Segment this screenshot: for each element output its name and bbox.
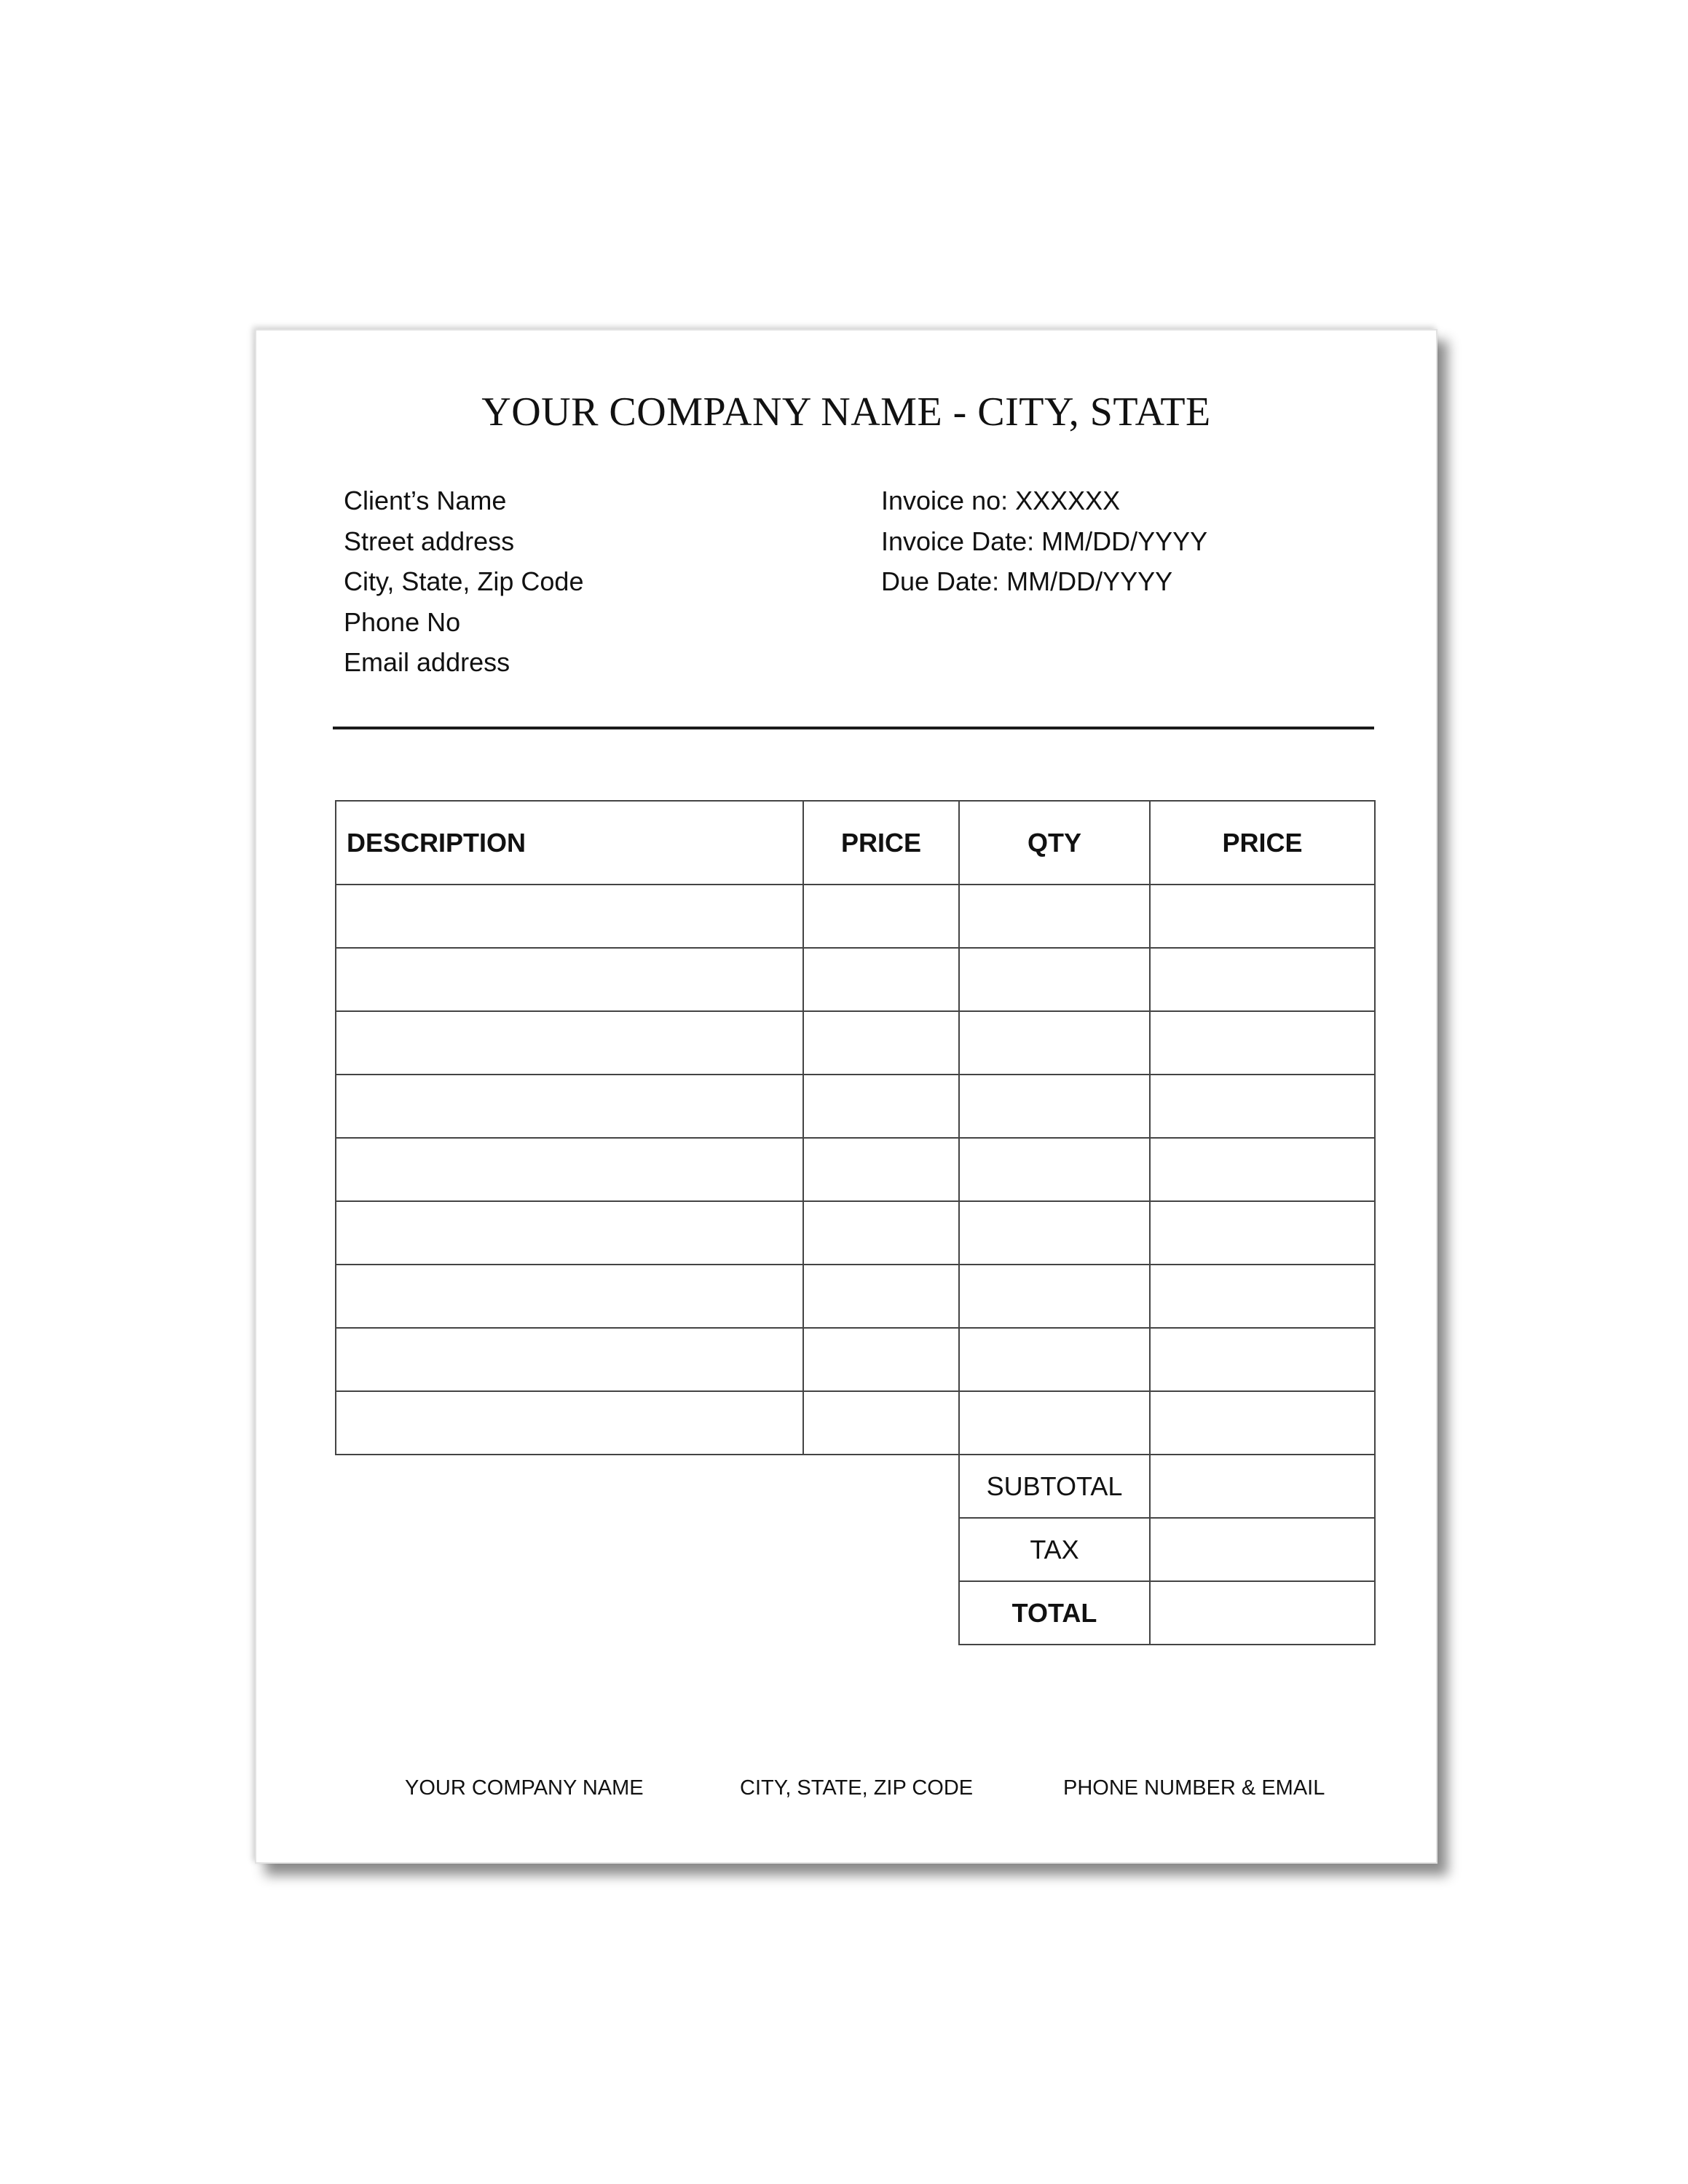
- cell-qty[interactable]: [959, 1075, 1150, 1138]
- client-street: Street address: [344, 526, 515, 556]
- cell-line-price[interactable]: [1150, 1201, 1375, 1265]
- footer-company: YOUR COMPANY NAME: [405, 1776, 644, 1800]
- cell-unit-price[interactable]: [803, 948, 959, 1011]
- cell-line-price[interactable]: [1150, 1138, 1375, 1201]
- cell-qty[interactable]: [959, 1328, 1150, 1391]
- cell-line-price[interactable]: [1150, 1011, 1375, 1075]
- subtotal-row: [336, 1455, 1375, 1518]
- company-title: YOUR COMPANY NAME - CITY, STATE: [481, 389, 1211, 435]
- summary-spacer: [336, 1518, 959, 1581]
- cell-line-price[interactable]: [1150, 1265, 1375, 1328]
- cell-qty[interactable]: [959, 1138, 1150, 1201]
- total-value[interactable]: [1150, 1581, 1375, 1645]
- invoice-number: Invoice no: XXXXXX: [881, 486, 1121, 515]
- footer-address: CITY, STATE, ZIP CODE: [740, 1776, 974, 1800]
- cell-unit-price[interactable]: [803, 1201, 959, 1265]
- cell-description[interactable]: [336, 948, 803, 1011]
- cell-description[interactable]: [336, 1011, 803, 1075]
- cell-description[interactable]: [336, 1138, 803, 1201]
- footer-contact: PHONE NUMBER & EMAIL: [1063, 1776, 1325, 1800]
- cell-unit-price[interactable]: [803, 1265, 959, 1328]
- cell-line-price[interactable]: [1150, 948, 1375, 1011]
- invoice-date: Invoice Date: MM/DD/YYYY: [881, 526, 1208, 556]
- table-row: [336, 1391, 1375, 1455]
- cell-description[interactable]: [336, 1201, 803, 1265]
- tax-label: TAX: [959, 1518, 1150, 1581]
- cell-unit-price[interactable]: [803, 1138, 959, 1201]
- cell-unit-price[interactable]: [803, 1011, 959, 1075]
- cell-description[interactable]: [336, 1391, 803, 1455]
- summary-spacer: [336, 1455, 959, 1518]
- table-row: [336, 948, 1375, 1011]
- tax-value[interactable]: [1150, 1518, 1375, 1581]
- line-items-table: [335, 800, 1376, 1645]
- cell-line-price[interactable]: [1150, 1075, 1375, 1138]
- cell-line-price[interactable]: [1150, 1391, 1375, 1455]
- cell-line-price[interactable]: [1150, 885, 1375, 948]
- invoice-info: [881, 480, 1207, 602]
- invoice-due-date: Due Date: MM/DD/YYYY: [881, 566, 1173, 596]
- cell-description[interactable]: [336, 1075, 803, 1138]
- table-row: [336, 1138, 1375, 1201]
- cell-description[interactable]: [336, 1265, 803, 1328]
- cell-qty[interactable]: [959, 1011, 1150, 1075]
- summary-spacer: [336, 1581, 959, 1645]
- cell-qty[interactable]: [959, 885, 1150, 948]
- cell-unit-price[interactable]: [803, 1075, 959, 1138]
- invoice-sheet: [255, 329, 1437, 1864]
- divider-rule: [333, 727, 1374, 729]
- cell-qty[interactable]: [959, 1391, 1150, 1455]
- cell-qty[interactable]: [959, 1265, 1150, 1328]
- table-row: [336, 885, 1375, 948]
- table-row: [336, 1265, 1375, 1328]
- table-row: [336, 1328, 1375, 1391]
- subtotal-label: SUBTOTAL: [959, 1455, 1150, 1518]
- tax-row: [336, 1518, 1375, 1581]
- cell-qty[interactable]: [959, 1201, 1150, 1265]
- client-info: [344, 480, 583, 683]
- header-description: DESCRIPTION: [336, 801, 803, 885]
- header-line-price: PRICE: [1150, 801, 1375, 885]
- cell-qty[interactable]: [959, 948, 1150, 1011]
- table-row: [336, 1201, 1375, 1265]
- total-row: [336, 1581, 1375, 1645]
- client-phone: Phone No: [344, 606, 461, 637]
- table-header-row: [336, 801, 1375, 885]
- client-email: Email address: [344, 647, 510, 677]
- header-qty: QTY: [959, 801, 1150, 885]
- header-unit-price: PRICE: [803, 801, 959, 885]
- subtotal-value[interactable]: [1150, 1455, 1375, 1518]
- cell-unit-price[interactable]: [803, 1391, 959, 1455]
- table-row: [336, 1011, 1375, 1075]
- client-city-state-zip: City, State, Zip Code: [344, 566, 584, 596]
- client-name: Client’s Name: [344, 486, 507, 515]
- table-row: [336, 1075, 1375, 1138]
- cell-unit-price[interactable]: [803, 885, 959, 948]
- cell-unit-price[interactable]: [803, 1328, 959, 1391]
- cell-description[interactable]: [336, 885, 803, 948]
- cell-description[interactable]: [336, 1328, 803, 1391]
- cell-line-price[interactable]: [1150, 1328, 1375, 1391]
- total-label: TOTAL: [959, 1581, 1150, 1645]
